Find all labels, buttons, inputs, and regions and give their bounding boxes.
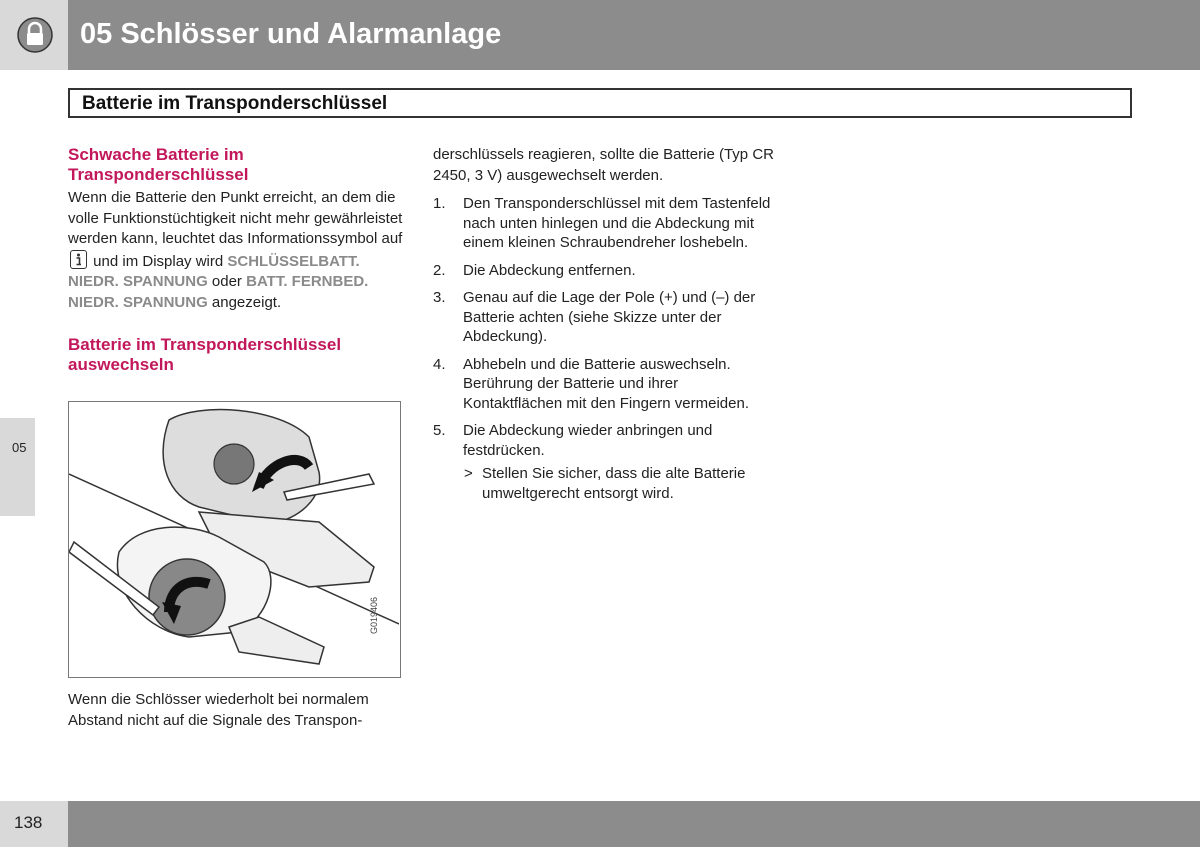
list-item <box>433 261 778 281</box>
padlock-icon <box>16 16 54 54</box>
list-item <box>433 288 778 347</box>
list-item <box>433 355 778 414</box>
list-item <box>433 421 778 460</box>
step-number: 4. <box>433 355 446 373</box>
key-illustration <box>69 402 399 676</box>
display-message-1: SCHLÜSSELBATT. NIEDR. SPANNUNG <box>68 252 360 290</box>
footer-bar <box>68 801 1200 847</box>
step-number: 2. <box>433 261 446 279</box>
para-text: angezeigt. <box>211 293 282 311</box>
header-tab <box>0 0 68 70</box>
intro-paragraph: derschlüssels reagieren, sollte die Batterie (Typ CR 2450, 3 V) ausgewechselt werden. <box>433 146 774 184</box>
list-item <box>433 194 778 253</box>
step-text: Abhebeln und die Batterie auswechseln. Berührung der Batterie und ihrer Kontaktflächen mit den Fingern vermeiden. <box>463 355 749 412</box>
sub-step-text: Stellen Sie sicher, dass die alte Batterie umweltgerecht entsorgt wird. <box>482 465 746 502</box>
subhead-replace-battery: Batterie im Transponderschlüssel auswechseln <box>68 335 342 374</box>
middle-column <box>433 145 778 503</box>
after-figure-paragraph: Wenn die Schlösser wiederholt bei normalem Abstand nicht auf die Signale des Transpon- <box>68 691 369 729</box>
side-chapter-tab <box>0 418 35 516</box>
weak-battery-paragraph <box>68 188 408 313</box>
step-text: Genau auf die Lage der Pole (+) und (–) der Batterie achten (siehe Skizze unter der Abdeckung). <box>463 289 756 345</box>
figure-code: G019406 <box>369 596 379 634</box>
step-text: Den Transponderschlüssel mit dem Tastenfeld nach unten hinlegen und die Abdeckung mit einem kleinen Schraubendreher loshebeln. <box>463 195 771 251</box>
side-tab-label: 05 <box>12 440 27 455</box>
step-text: Die Abdeckung entfernen. <box>463 261 636 279</box>
chapter-title: 05 Schlösser und Alarmanlage <box>80 18 502 50</box>
sub-step-marker: > <box>464 465 473 482</box>
battery-replacement-illustration <box>68 401 401 678</box>
step-number: 3. <box>433 289 446 306</box>
para-text: Wenn die Batterie den Punkt erreicht, an dem die volle Funktionstüchtigkeit nicht mehr gewährleistet werden kann, leuchtet das Informationssymbol auf <box>68 189 403 247</box>
footer-page-tab <box>0 801 68 847</box>
info-symbol-icon <box>70 250 87 269</box>
step-number: 5. <box>433 422 446 439</box>
left-column <box>68 145 408 375</box>
step-number: 1. <box>433 195 446 212</box>
para-text: und im Display wird <box>93 252 224 270</box>
sub-step <box>433 464 778 503</box>
section-title: Batterie im Transponderschlüssel <box>82 93 388 114</box>
display-message-2: BATT. FERNBED. NIEDR. SPANNUNG <box>68 273 369 311</box>
subhead-weak-battery: Schwache Batterie im Transponderschlüssel <box>68 145 249 184</box>
para-text: oder <box>211 273 242 290</box>
page-number: 138 <box>14 813 43 832</box>
section-title-box <box>68 88 1132 118</box>
steps-list <box>433 194 778 460</box>
step-text: Die Abdeckung wieder anbringen und festdrücken. <box>463 422 713 459</box>
